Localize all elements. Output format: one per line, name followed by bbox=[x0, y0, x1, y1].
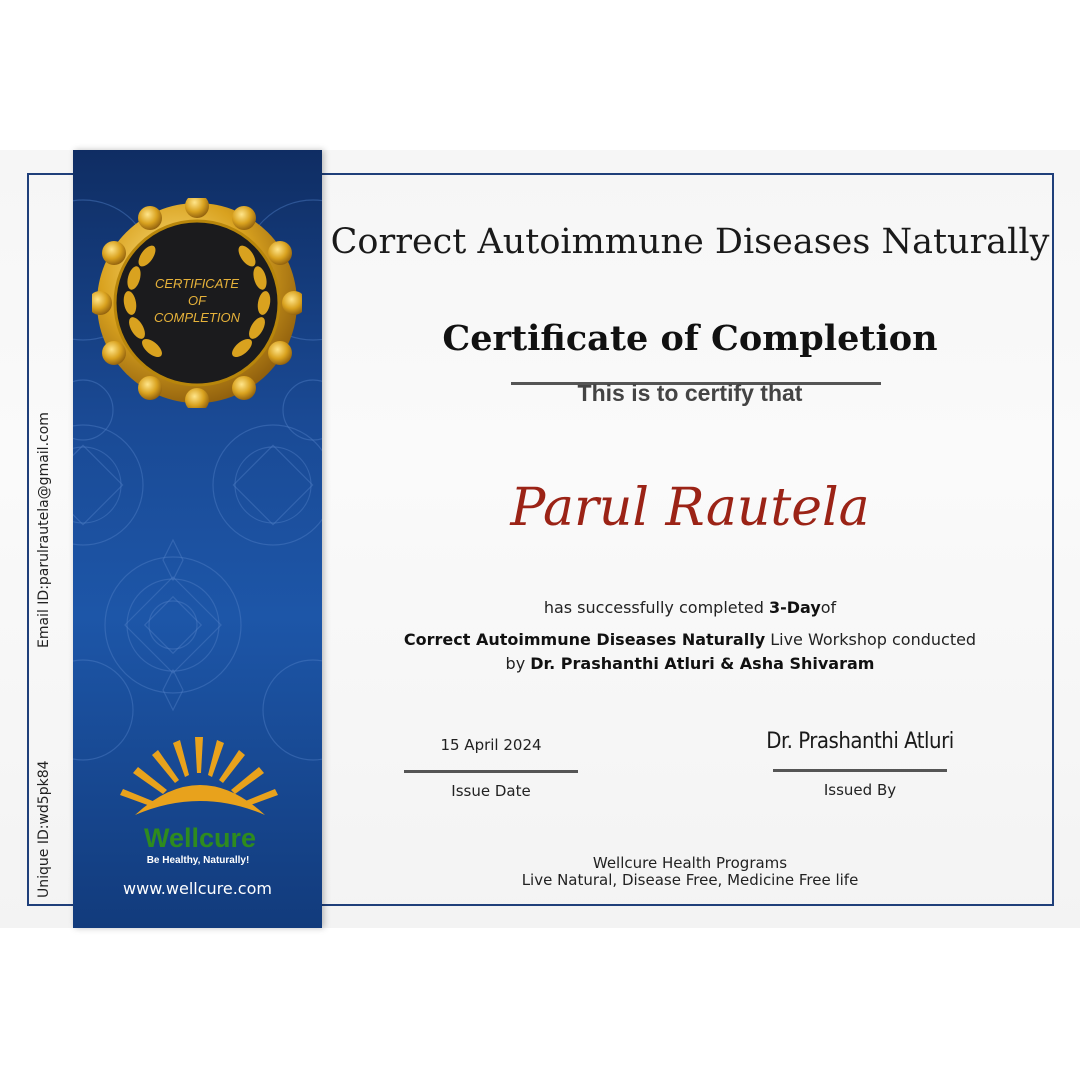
unique-id-text: Unique ID:wd5pk84 bbox=[36, 760, 52, 898]
email-id-text: Email ID:parulrautela@gmail.com bbox=[36, 412, 52, 648]
seal-line-1: CERTIFICATE bbox=[154, 276, 240, 291]
completion-line bbox=[330, 598, 1050, 617]
conductors-text: Dr. Prashanthi Atluri & Asha Shivaram bbox=[530, 654, 875, 673]
seal-line-3: COMPLETION bbox=[154, 310, 240, 325]
issuer-signature: Dr. Prashanthi Atluri bbox=[766, 729, 954, 754]
course-name-bold: Correct Autoimmune Diseases Naturally bbox=[403, 630, 766, 649]
issued-by-label: Issued By bbox=[823, 781, 897, 799]
wellcure-logo bbox=[115, 735, 285, 870]
workshop-line bbox=[330, 630, 1050, 649]
completed-prefix: has successfully completed bbox=[543, 598, 769, 617]
course-title: Correct Autoimmune Diseases Naturally bbox=[330, 222, 1050, 262]
certify-text: This is to certify that bbox=[577, 380, 803, 406]
workshop-text: Live Workshop conducted bbox=[765, 630, 977, 649]
seal-line-2: OF bbox=[187, 293, 207, 308]
certificate-heading: Certificate of Completion bbox=[442, 318, 938, 359]
footer-slogan: Live Natural, Disease Free, Medicine Free life bbox=[521, 871, 859, 889]
brand-name: Wellcure bbox=[143, 823, 257, 853]
issue-date-label: Issue Date bbox=[451, 782, 531, 800]
of-word: of bbox=[820, 598, 837, 617]
issue-date-value: 15 April 2024 bbox=[440, 736, 542, 754]
footer-program: Wellcure Health Programs bbox=[592, 854, 788, 872]
by-word: by bbox=[505, 654, 531, 673]
duration-text: 3-Day bbox=[768, 598, 821, 617]
sun-icon bbox=[120, 737, 278, 815]
conductors-line bbox=[330, 654, 1050, 673]
recipient-name: Parul Rautela bbox=[510, 478, 870, 538]
issue-date-line bbox=[404, 770, 578, 773]
brand-tagline: Be Healthy, Naturally! bbox=[146, 855, 250, 866]
website-link[interactable]: www.wellcure.com bbox=[123, 879, 272, 898]
completion-seal bbox=[92, 198, 302, 408]
issued-by-line bbox=[773, 769, 947, 772]
